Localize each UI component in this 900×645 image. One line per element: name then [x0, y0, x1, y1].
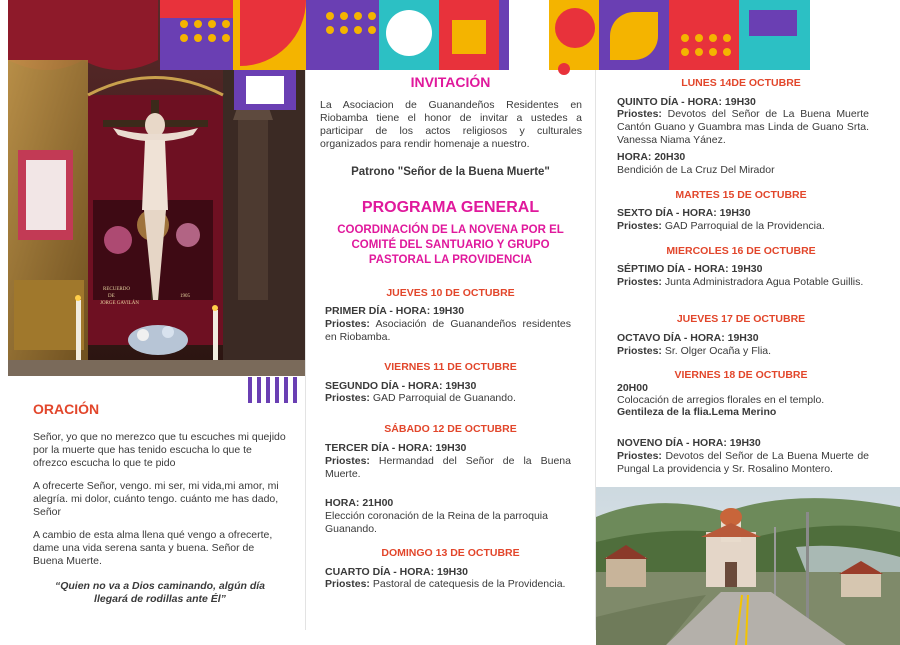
courtesy: Gentileza de la flia.Lema Merino — [617, 406, 777, 418]
extra-text: Colocación de arregios florales en el templo. — [617, 394, 825, 406]
quote: “Quien no va a Dios caminando, algún día llegará de rodillas ante Él” — [54, 580, 266, 605]
patrono: Patrono "Señor de la Buena Muerte" — [351, 166, 550, 178]
plaque-line-2: DE — [108, 294, 115, 299]
extra-hour: HORA: 20H30 — [617, 151, 686, 163]
date-heading: VIERNES 11 DE OCTUBRE — [384, 361, 517, 373]
priostes-label: Priostes: — [325, 318, 370, 330]
plaque-line-1: RECUERDO — [103, 287, 130, 292]
day-heading: QUINTO DÍA - HORA: 19H30 — [617, 96, 756, 108]
extra-text: Elección coronación de la Reina de la parroquia Guanando. — [325, 510, 548, 535]
priostes-text: Junta Administradora Agua Potable Guillis. — [661, 276, 864, 288]
priostes-entry — [325, 578, 571, 591]
date-heading: JUEVES 17 DE OCTUBRE — [676, 313, 806, 325]
priostes-label: Priostes: — [617, 345, 662, 357]
date-heading: DOMINGO 13 DE OCTUBRE — [381, 547, 520, 559]
landscape-illustration — [596, 487, 900, 645]
coordination: COORDINACIÓN DE LA NOVENA POR EL COMITÉ DEL SANTUARIO Y GRUPO PASTORAL LA PROVIDENCIA — [337, 224, 564, 266]
geo-frame-inner — [246, 76, 284, 104]
priostes-text: GAD Parroquial de la Providencia. — [661, 220, 825, 232]
program-title: PROGRAMA GENERAL — [361, 199, 540, 216]
plaque-line-3: JORGE GAVILÁN — [100, 301, 139, 306]
church-landscape-photo — [596, 487, 900, 645]
day-heading: SEGUNDO DÍA - HORA: 19H30 — [325, 380, 477, 392]
priostes-entry — [617, 108, 869, 147]
priostes-label: Priostes: — [325, 392, 370, 404]
priostes-text: Asociación de Guanandeños residentes en Riobamba. — [325, 318, 571, 343]
middle-panel — [306, 0, 595, 645]
date-heading: MARTES 15 DE OCTUBRE — [675, 189, 807, 201]
priostes-label: Priostes: — [617, 220, 662, 232]
date-heading: MIERCOLES 16 DE OCTUBRE — [666, 245, 816, 257]
right-panel — [596, 0, 900, 645]
extra-hour: 20H00 — [617, 382, 648, 394]
prayer-paragraph: Señor, yo que no merezco que tu escuches mi quejido por la muerte que has tenido escucha lo que te ofrezco escucha lo que te pido — [33, 431, 286, 469]
priostes-label: Priostes: — [617, 108, 662, 120]
day-heading: OCTAVO DÍA - HORA: 19H30 — [617, 332, 759, 344]
priostes-label: Priostes: — [325, 578, 370, 590]
priostes-entry — [325, 392, 571, 405]
priostes-text: Sr. Olger Ocaña y Flia. — [661, 345, 772, 357]
invitation-text: La Asociacion de Guanandeños Residentes en Riobamba tiene el honor de invitar a ustedes a participar de los actos religiosos y culturales organizados para rendir homenaje a nuestro. — [320, 99, 582, 150]
priostes-entry — [617, 345, 869, 358]
prayer-paragraph: A cambio de esta alma llena qué vengo a ofrecerte, dame una vida serena santa y buena. Señor de Buena Muerte. — [33, 529, 273, 567]
extra-hour: HORA: 21H00 — [325, 497, 394, 509]
extra-text: Bendición de La Cruz Del Mirador — [617, 164, 775, 176]
day-heading: SEXTO DÍA - HORA: 19H30 — [617, 207, 751, 219]
priostes-text: Devotos del Señor de La Buena Muerte de Pungal La providencia y Sr. Rosalino Montero. — [617, 450, 869, 475]
priostes-entry — [325, 318, 571, 344]
day-heading: TERCER DÍA - HORA: 19H30 — [325, 442, 467, 454]
date-heading: VIERNES 18 DE OCTUBRE — [674, 369, 808, 381]
geo-dots — [180, 20, 230, 42]
priostes-text: Pastoral de catequesis de la Providencia. — [369, 578, 566, 590]
day-heading: CUARTO DÍA - HORA: 19H30 — [325, 566, 468, 578]
day-heading: SÉPTIMO DÍA - HORA: 19H30 — [617, 263, 763, 275]
geo-tile — [160, 0, 233, 18]
date-heading: JUEVES 10 DE OCTUBRE — [386, 287, 515, 299]
date-heading: SÁBADO 12 DE OCTUBRE — [384, 423, 517, 435]
priostes-entry — [325, 455, 571, 481]
priostes-entry — [617, 276, 869, 289]
priostes-text: Hermandad del Señor de la Buena Muerte. — [325, 455, 571, 480]
priostes-label: Priostes: — [325, 455, 370, 467]
priostes-label: Priostes: — [617, 276, 662, 288]
priostes-text: GAD Parroquial de Guanando. — [369, 392, 516, 404]
plaque-year: 1905 — [180, 294, 190, 299]
day-heading: PRIMER DÍA - HORA: 19H30 — [325, 305, 465, 317]
prayer-text — [33, 431, 287, 606]
priostes-text: Devotos del Señor de La Buena Muerte Cantón Guano y Guambra mas Linda de Guano Srta. Vanessa Niama Yánez. — [617, 108, 869, 146]
day-heading: NOVENO DÍA - HORA: 19H30 — [617, 437, 761, 449]
priostes-entry — [617, 450, 869, 476]
priostes-entry — [617, 220, 869, 233]
decor-bars — [248, 377, 297, 403]
prayer-paragraph: A ofrecerte Señor, vengo. mi ser, mi vida,mi amor, mi alegría. mi dolor, cuánto tengo. cuánto me has dado, Señor — [33, 480, 279, 518]
oracion-title: ORACIÓN — [33, 401, 100, 417]
date-heading: LUNES 14DE OCTUBRE — [681, 77, 801, 89]
priostes-label: Priostes: — [617, 450, 662, 462]
invitation-title: INVITACIÓN — [410, 74, 491, 90]
